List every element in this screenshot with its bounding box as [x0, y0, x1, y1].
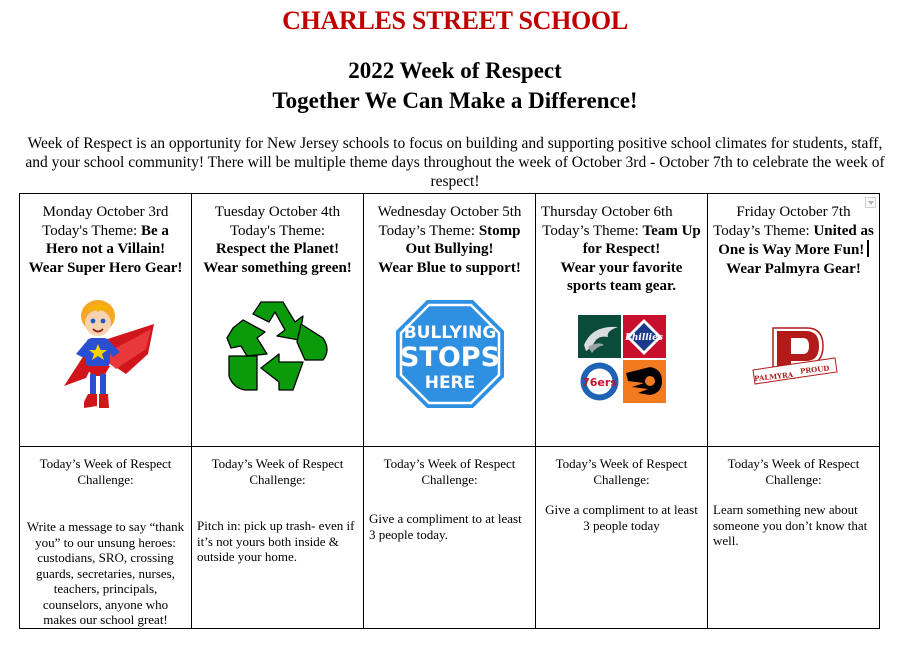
text-cursor: [867, 240, 869, 257]
svg-text:PROUD: PROUD: [799, 363, 830, 376]
svg-text:76ers: 76ers: [581, 376, 617, 389]
day-cell-monday[interactable]: [20, 194, 192, 447]
cell-options-dropdown-icon[interactable]: [865, 197, 876, 208]
philadelphia-teams-logos-icon: [536, 315, 707, 403]
challenge-row: [20, 447, 880, 629]
page-title: [0, 56, 910, 116]
day-cell-thursday[interactable]: [536, 194, 708, 447]
day-wear: Wear your favorite sports team gear.: [560, 259, 683, 294]
day-theme: Today’s Theme: Stomp Out Bullying!: [378, 222, 521, 257]
theme-row: [20, 194, 880, 447]
day-wear: Wear Super Hero Gear!: [28, 259, 183, 276]
day-wear: Wear Blue to support!: [378, 259, 521, 276]
week-schedule-table: [19, 193, 880, 629]
bullying-stops-here-sign-icon: [364, 298, 535, 410]
day-date: Monday October 3rd: [42, 204, 169, 220]
day-date: Wednesday October 5th: [377, 204, 522, 220]
day-wear: Wear something green!: [203, 259, 352, 276]
challenge-heading: Today’s Week of Respect Challenge:: [383, 456, 516, 487]
challenge-cell-monday[interactable]: [20, 447, 192, 629]
title-line-1: 2022 Week of Respect: [348, 58, 562, 83]
day-theme: Today's Theme: Be a Hero not a Villain!: [42, 222, 169, 257]
day-date: Tuesday October 4th: [214, 204, 341, 220]
sign-text-here: HERE: [424, 373, 475, 393]
day-theme: Today’s Theme: Team Up for Respect!: [542, 222, 701, 257]
day-cell-tuesday[interactable]: [192, 194, 364, 447]
recycle-icon: [192, 298, 363, 398]
palmyra-proud-logo-icon: [708, 326, 879, 390]
sign-text-stops: STOPS: [399, 342, 500, 373]
challenge-heading: Today’s Week of Respect Challenge:: [211, 456, 344, 487]
challenge-text: Give a compliment to at least 3 people today: [545, 502, 698, 533]
challenge-heading: Today’s Week of Respect Challenge:: [39, 456, 172, 487]
svg-text:PALMYRA: PALMYRA: [753, 369, 794, 384]
superhero-icon: [20, 294, 191, 419]
day-theme: Respect the Planet!: [215, 241, 340, 257]
challenge-text: Give a compliment to at least 3 people today.: [369, 511, 522, 542]
challenge-cell-thursday[interactable]: [536, 447, 708, 629]
day-date: Thursday October 6th: [541, 204, 673, 220]
day-cell-wednesday[interactable]: [364, 194, 536, 447]
intro-paragraph: Week of Respect is an opportunity for New Jersey schools to focus on building and supporting positive school climates for students, staff, and your school community! There will be multiple theme days throughout the week of October 3rd - October 7th to celebrate the week of respect!: [25, 135, 885, 190]
challenge-text: Pitch in: pick up trash- even if it’s not yours both inside & outside your home.: [197, 518, 355, 564]
day-date: Friday October 7th: [736, 204, 851, 220]
day-cell-friday[interactable]: [708, 194, 880, 447]
challenge-text: Learn something new about someone you don’t know that well.: [713, 502, 868, 548]
title-line-2: Together We Can Make a Difference!: [272, 88, 638, 113]
challenge-cell-wednesday[interactable]: [364, 447, 536, 629]
day-theme: Today’s Theme: United as One is Way More Fun!: [713, 222, 874, 258]
day-wear: Wear Palmyra Gear!: [726, 260, 861, 277]
svg-text:Phillies: Phillies: [624, 333, 663, 343]
challenge-cell-friday[interactable]: [708, 447, 880, 629]
day-theme-prefix: Today's Theme:: [229, 222, 326, 239]
challenge-heading: Today’s Week of Respect Challenge:: [727, 456, 860, 487]
challenge-heading: Today’s Week of Respect Challenge:: [555, 456, 688, 487]
school-name: CHARLES STREET SCHOOL: [282, 6, 628, 35]
challenge-text: Write a message to say “thank you” to our unsung heroes: custodians, SRO, crossing guards, secretaries, nurses, teachers, principals, counselors, anyone who makes our school great!: [26, 519, 185, 627]
sign-text-bullying: BULLYING: [403, 323, 496, 343]
challenge-cell-tuesday[interactable]: [192, 447, 364, 629]
